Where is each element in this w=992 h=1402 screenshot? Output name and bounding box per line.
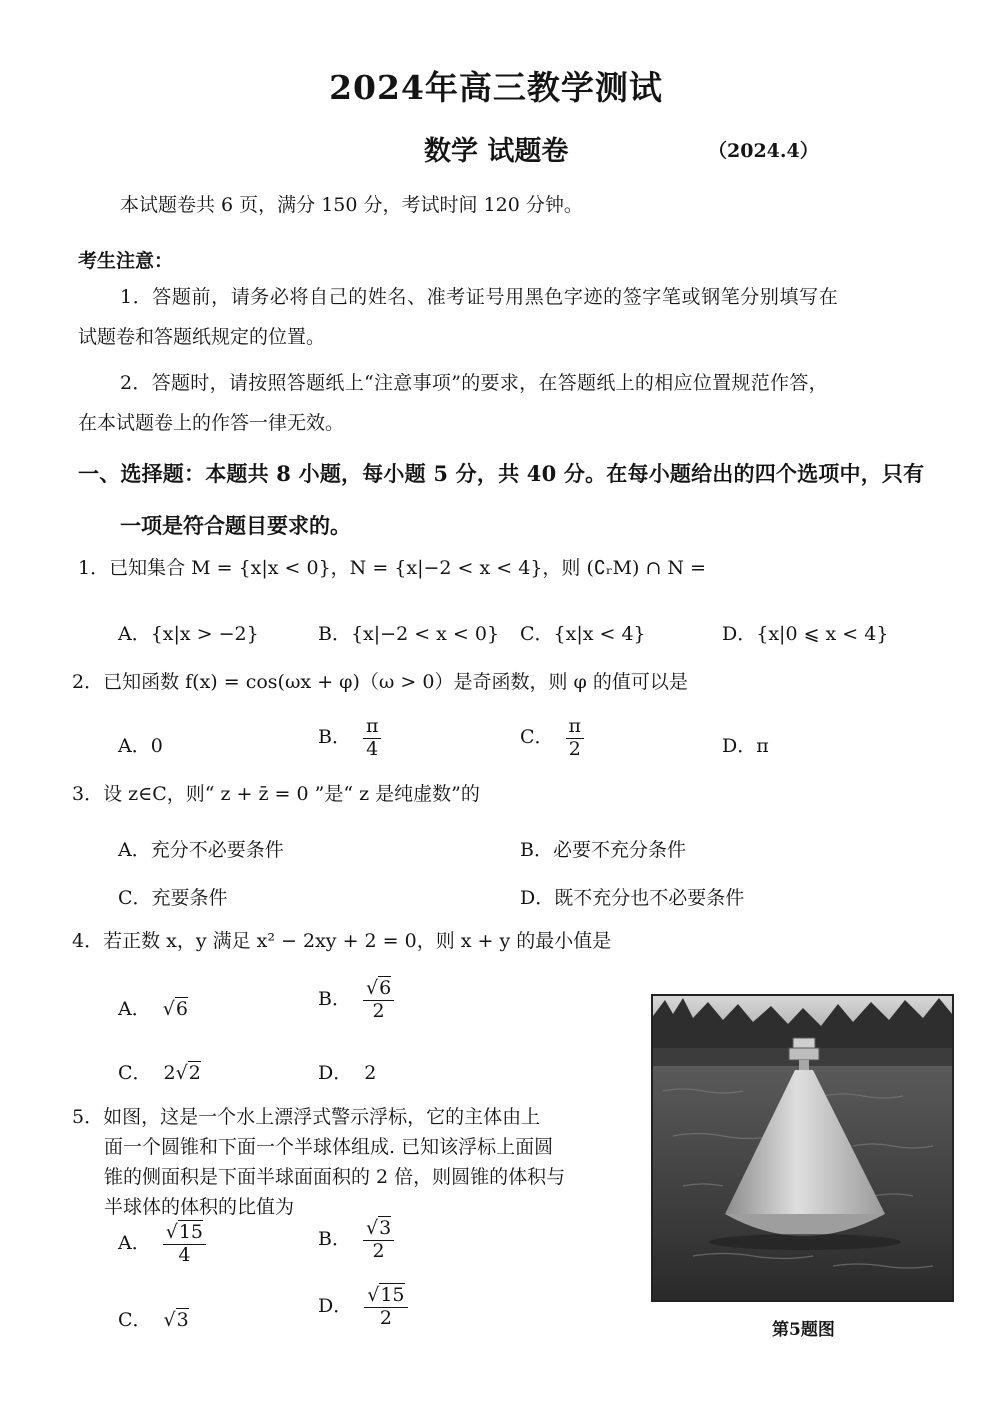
sqrt-icon: √ [365, 977, 379, 999]
q5-a-fraction: $\frac{√15}{4}$ [163, 1222, 206, 1267]
q1-option-d: D．{x|0 ⩽ x < 4} [722, 623, 889, 645]
notice-heading: 考生注意： [78, 250, 174, 272]
buoy-illustration [653, 996, 952, 1300]
figure-caption: 第5题图 [772, 1320, 835, 1340]
q4-option-a: A． √6 [118, 998, 188, 1020]
question-1-stem: 1．已知集合 M = {x|x < 0}，N = {x|−2 < x < 4}，则 (∁ᵣM) ∩ N = [78, 557, 706, 579]
q2-option-a: A．0 [118, 735, 163, 757]
q4-option-c: C． 2√2 [118, 1062, 201, 1084]
q5-option-b: B． $\frac{√3}{2}$ [318, 1218, 394, 1263]
question-5-line-1: 5．如图，这是一个水上漂浮式警示浮标，它的主体由上 [72, 1106, 541, 1128]
question-2-stem: 2．已知函数 f(x) = cos(ωx + φ)（ω > 0）是奇函数，则 φ 的值可以是 [72, 671, 688, 693]
sqrt-icon: √ [365, 1217, 379, 1239]
sqrt-icon: √ [163, 1309, 176, 1331]
q4-b-fraction: $\frac{√6}{2}$ [363, 978, 394, 1023]
q4-option-b: B． $\frac{√6}{2}$ [318, 978, 394, 1023]
page-title: 2024年高三教学测试 [329, 68, 663, 107]
sqrt-icon: √ [162, 998, 175, 1020]
q1-option-c: C．{x|x < 4} [520, 623, 646, 645]
notice-item-2-line-2: 在本试题卷上的作答一律无效。 [78, 412, 345, 434]
section-1-heading-cont: 一项是符合题目要求的。 [120, 513, 351, 538]
notice-item-1-line-1: 1．答题前，请务必将自己的姓名、准考证号用黑色字迹的签字笔或钢笔分别填写在 [120, 286, 839, 308]
q5-option-a: A． $\frac{√15}{4}$ [118, 1222, 206, 1267]
q3-option-d: D．既不充分也不必要条件 [520, 887, 745, 909]
q2-option-c: C． $\frac{\pi}{2}$ [520, 716, 584, 761]
question-4-stem: 4．若正数 x，y 满足 x² − 2xy + 2 = 0，则 x + y 的最小值是 [72, 930, 612, 952]
q5-d-fraction: $\frac{√15}{2}$ [364, 1285, 407, 1330]
section-1-heading: 一、选择题：本题共 8 小题，每小题 5 分，共 40 分。在每小题给出的四个选项中，只有 [78, 461, 925, 486]
intro-text: 本试题卷共 6 页，满分 150 分，考试时间 120 分钟。 [120, 194, 583, 216]
q5-b-fraction: $\frac{√3}{2}$ [363, 1218, 394, 1263]
exam-date: （2024.4） [708, 140, 819, 162]
q2-option-d: D．π [722, 735, 769, 757]
question-3-stem: 3．设 z∈C，则“ z + z̄ = 0 ”是“ z 是纯虚数”的 [72, 783, 480, 805]
question-5-line-2: 面一个圆锥和下面一个半球体组成. 已知该浮标上面圆 [104, 1136, 554, 1158]
question-5-line-4: 半球体的体积的比值为 [104, 1196, 295, 1218]
q2-option-b: B． $\frac{\pi}{4}$ [318, 716, 381, 761]
notice-item-2-line-1: 2．答题时，请按照答题纸上“注意事项”的要求，在答题纸上的相应位置规范作答， [120, 372, 828, 394]
q5-option-c: C． √3 [118, 1309, 189, 1331]
paper-subtitle: 数学 试题卷 [424, 136, 569, 167]
sqrt-icon: √ [165, 1221, 178, 1243]
question-5-line-3: 锥的侧面积是下面半球面面积的 2 倍，则圆锥的体积与 [104, 1166, 566, 1188]
sqrt-icon: √ [367, 1284, 380, 1306]
q4-option-d: D． 2 [318, 1062, 377, 1084]
q1-option-a: A．{x|x > −2} [118, 623, 259, 645]
q3-option-b: B．必要不充分条件 [520, 839, 686, 861]
q5-option-d: D． $\frac{√15}{2}$ [318, 1285, 408, 1330]
q1-option-b: B．{x|−2 < x < 0} [318, 623, 500, 645]
q2-b-fraction: $\frac{\pi}{4}$ [363, 716, 382, 761]
buoy-photo [651, 994, 954, 1302]
q3-option-a: A．充分不必要条件 [118, 839, 284, 861]
notice-item-1-line-2: 试题卷和答题纸规定的位置。 [78, 326, 326, 348]
q2-c-fraction: $\frac{\pi}{2}$ [566, 716, 585, 761]
q3-option-c: C．充要条件 [118, 887, 228, 909]
sqrt-icon: √ [175, 1062, 188, 1084]
